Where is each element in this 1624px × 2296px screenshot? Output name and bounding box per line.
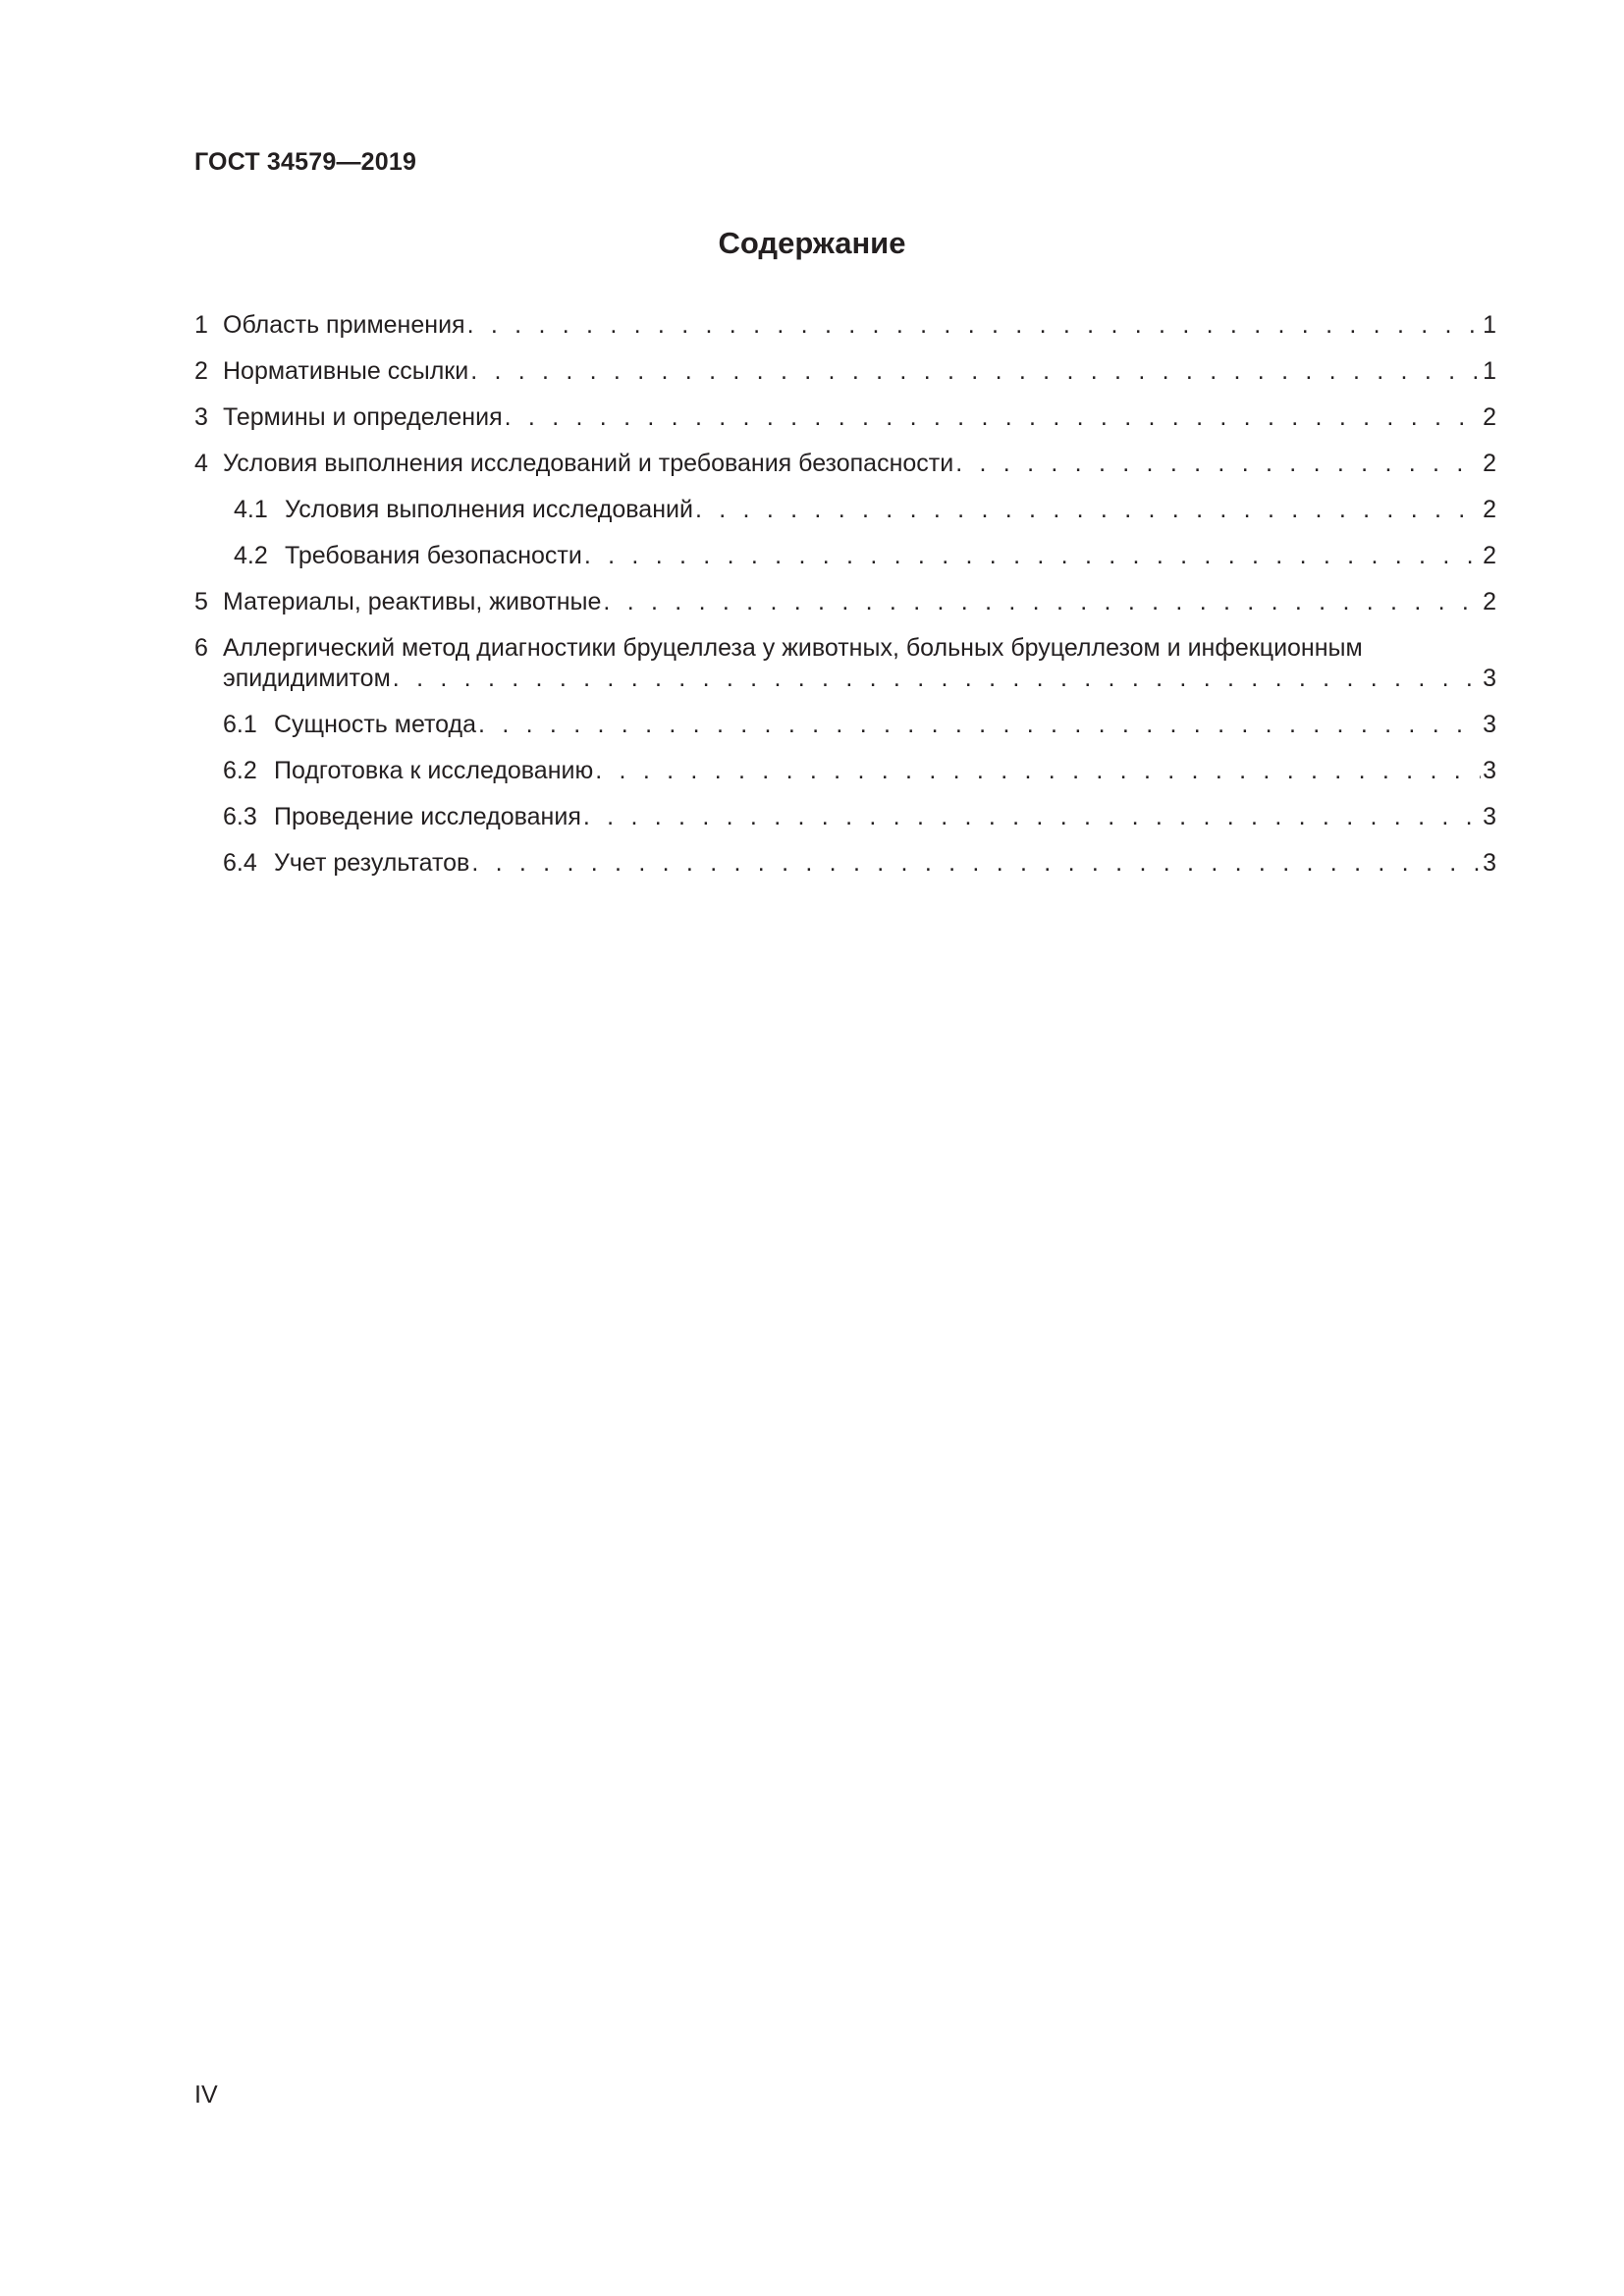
toc-leader-dots [584, 541, 1481, 571]
toc-leader-dots [505, 402, 1481, 433]
toc-leader-dots [955, 449, 1481, 479]
toc-entry-title: Условия выполнения исследований [285, 496, 693, 523]
toc-leader-dots [471, 848, 1481, 879]
toc-leader-dots [478, 710, 1481, 740]
toc-entry-page: 3 [1483, 665, 1496, 692]
toc-entry-5[interactable] [194, 587, 1496, 617]
toc-entry-title: Учет результатов [274, 849, 470, 877]
toc-entry-4-1[interactable] [194, 495, 1496, 525]
toc-entry-page: 3 [1483, 849, 1496, 877]
toc-entry-number: 6 [194, 634, 208, 662]
toc-entry-6[interactable] [194, 633, 1496, 694]
document-standard-number: ГОСТ 34579—2019 [194, 148, 417, 176]
toc-entry-title: Аллергический метод диагностики бруцеллеза у животных, больных бруцеллезом и инфекционным [223, 634, 1363, 662]
toc-entry-number: 3 [194, 403, 208, 431]
toc-entry-title: Материалы, реактивы, животные [223, 588, 602, 615]
toc-entry-number: 4.1 [234, 496, 268, 523]
toc-entry-title: Сущность метода [274, 711, 477, 738]
toc-leader-dots [583, 802, 1481, 832]
toc-entry-title: Область применения [223, 311, 465, 339]
toc-entry-page: 2 [1483, 403, 1496, 431]
toc-leader-dots [603, 587, 1481, 617]
toc-entry-number: 4.2 [234, 542, 268, 569]
toc-entry-title: Термины и определения [223, 403, 503, 431]
toc-entry-3[interactable] [194, 402, 1496, 433]
toc-leader-dots [695, 495, 1481, 525]
toc-entry-number: 6.2 [223, 757, 257, 784]
toc-entry-number: 6.3 [223, 803, 257, 830]
toc-entry-page: 1 [1483, 357, 1496, 385]
toc-entry-title: Требования безопасности [285, 542, 582, 569]
toc-entry-2[interactable] [194, 356, 1496, 387]
toc-entry-page: 2 [1483, 588, 1496, 615]
toc-leader-dots [470, 356, 1481, 387]
toc-entry-number: 4 [194, 450, 208, 477]
toc-entry-page: 3 [1483, 711, 1496, 738]
toc-leader-dots [393, 664, 1481, 694]
toc-entry-number: 6.1 [223, 711, 257, 738]
toc-entry-page: 2 [1483, 450, 1496, 477]
toc-entry-4-2[interactable] [194, 541, 1496, 571]
toc-leader-dots [595, 756, 1481, 786]
toc-entry-4[interactable] [194, 449, 1496, 479]
toc-entry-6-3[interactable] [194, 802, 1496, 832]
toc-entry-page: 3 [1483, 803, 1496, 830]
toc-entry-page: 2 [1483, 496, 1496, 523]
toc-title: Содержание [718, 226, 906, 260]
toc-entry-title-continuation: эпидидимитом [223, 665, 391, 692]
toc-entry-page: 1 [1483, 311, 1496, 339]
toc-entry-title: Проведение исследования [274, 803, 581, 830]
toc-entry-6-2[interactable] [194, 756, 1496, 786]
page-number: IV [194, 2081, 218, 2109]
toc-entry-title: Подготовка к исследованию [274, 757, 594, 784]
toc-leader-dots [467, 310, 1482, 341]
toc-entry-number: 2 [194, 357, 208, 385]
toc-entry-title: Условия выполнения исследований и требования безопасности [223, 450, 954, 477]
toc-entry-number: 5 [194, 588, 208, 615]
toc-entry-number: 6.4 [223, 849, 257, 877]
toc-entry-1[interactable] [194, 310, 1496, 341]
table-of-contents [194, 310, 1496, 894]
toc-entry-page: 3 [1483, 757, 1496, 784]
toc-entry-6-4[interactable] [194, 848, 1496, 879]
toc-entry-page: 2 [1483, 542, 1496, 569]
toc-entry-number: 1 [194, 311, 208, 339]
toc-entry-title: Нормативные ссылки [223, 357, 469, 385]
toc-entry-6-1[interactable] [194, 710, 1496, 740]
